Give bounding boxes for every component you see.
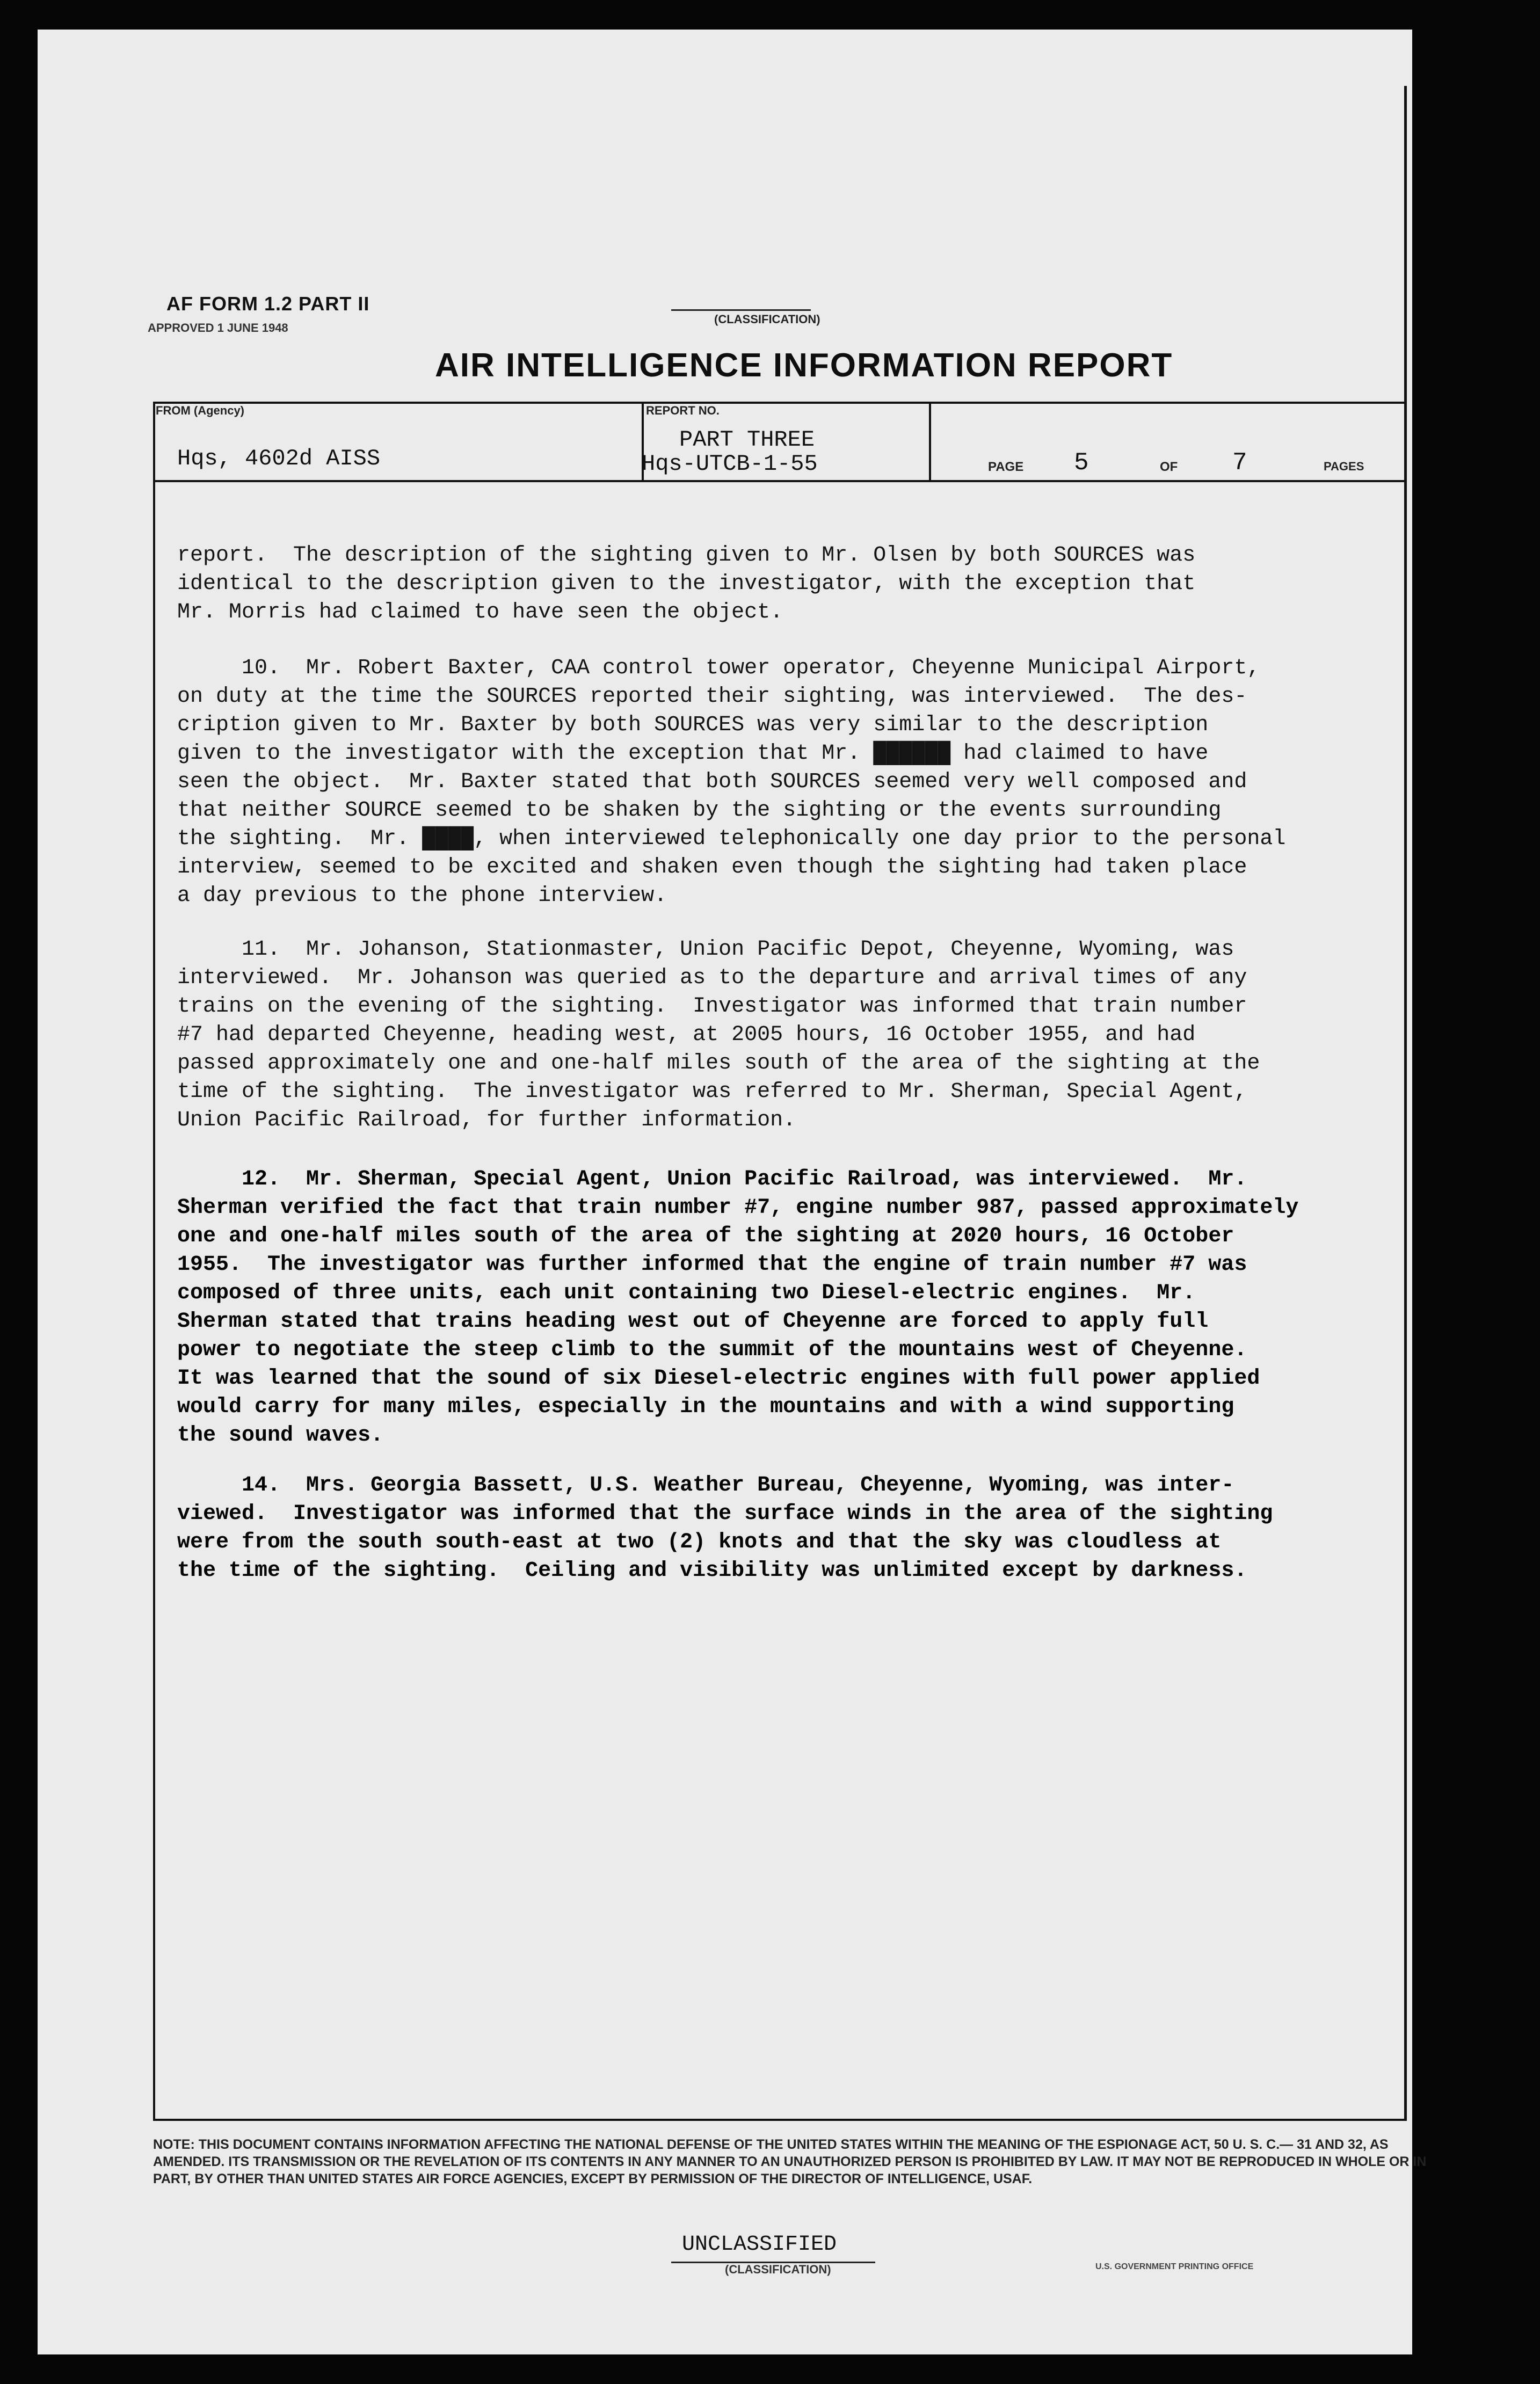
from-agency-value: Hqs, 4602d AISS bbox=[177, 446, 381, 471]
header-divider bbox=[929, 402, 931, 482]
of-label: OF bbox=[1160, 460, 1178, 474]
report-title: AIR INTELLIGENCE INFORMATION REPORT bbox=[435, 347, 1173, 384]
report-number-label: REPORT NO. bbox=[646, 404, 720, 417]
paragraph-12: 12. Mr. Sherman, Special Agent, Union Pacific Railroad, was interviewed. Mr. Sherman verified the fact that train number #7, engine number 987, passed approximately one and one-half miles south of the area of the sighting at 2020 hours, 16 October 1955. The investigator was further informed that the engine of train number #7 was composed of three units, each unit containing two Diesel-electric engines. Mr. Sherman stated that trains heading west out of Cheyenne are forced to apply full power to negotiate the steep climb to the summit of the mountains west of Cheyenne. It was learned that the sound of six Diesel-electric engines with full power applied would carry for many miles, especially in the mountains and with a wind supporting the sound waves. bbox=[177, 1167, 1299, 1448]
report-part: PART THREE bbox=[679, 427, 815, 453]
paragraph-14: 14. Mrs. Georgia Bassett, U.S. Weather Bureau, Cheyenne, Wyoming, was inter- viewed. Investigator was informed that the surface winds in the area of the sighting were from the south south-east at two (2) knots and that the sky was cloudless at the time of the sighting. Ceiling and visibility was unlimited except by darkness. bbox=[177, 1473, 1273, 1583]
printing-office-imprint: U.S. GOVERNMENT PRINTING OFFICE bbox=[1095, 2262, 1254, 2271]
espionage-act-note: NOTE: THIS DOCUMENT CONTAINS INFORMATION AFFECTING THE NATIONAL DEFENSE OF THE UNITED STATES WITHIN THE MEANING OF THE ESPIONAGE ACT, 50 U. S. C.— 31 AND 32, AS AMENDED. ITS TRANSMISSION OR THE REVELATION OF ITS CONTENTS IN ANY MANNER TO AN UNAUTHORIZED PERSON IS PROHIBITED BY LAW. IT MAY NOT BE REPRODUCED IN WHOLE OR IN PART, BY OTHER THAN UNITED STATES AIR FORCE AGENCIES, EXCEPT BY PERMISSION OF THE DIRECTOR OF INTELLIGENCE, USAF. bbox=[153, 2137, 1427, 2186]
paragraph-10: 10. Mr. Robert Baxter, CAA control tower operator, Cheyenne Municipal Airport, on duty at the time the SOURCES reported their sighting, was interviewed. The des- cription given to Mr. Baxter by both SOURCES was very similar to the description given to the investigator with the exception that Mr. ██████ had claimed to have seen the object. Mr. Baxter stated that both SOURCES seemed very well composed and that neither SOURCE seemed to be shaken by the sighting or the events surrounding the sighting. Mr. ████, when interviewed telephonically one day prior to the personal interview, seemed to be excited and shaken even though the sighting had taken place a day previous to the phone interview. bbox=[177, 656, 1286, 908]
paragraph-11: 11. Mr. Johanson, Stationmaster, Union Pacific Depot, Cheyenne, Wyoming, was interviewed. Mr. Johanson was queried as to the departure and arrival times of any trains on the evening of the sighting. Investigator was informed that train number #7 had departed Cheyenne, heading west, at 2005 hours, 16 October 1955, and had passed approximately one and one-half miles south of the area of the sighting at the time of the sighting. The investigator was referred to Mr. Sherman, Special Agent, Union Pacific Railroad, for further information. bbox=[177, 937, 1260, 1132]
classification-line-top bbox=[671, 309, 811, 311]
page-number: 5 bbox=[1074, 449, 1089, 477]
pages-label: PAGES bbox=[1324, 460, 1364, 473]
form-approval-date: APPROVED 1 JUNE 1948 bbox=[148, 321, 288, 335]
paragraph-continuation: report. The description of the sighting given to Mr. Olsen by both SOURCES was identical to the description given to the investigator, with the exception that Mr. Morris had claimed to have seen the object. bbox=[177, 543, 1196, 624]
page-total: 7 bbox=[1232, 449, 1247, 477]
from-agency-label: FROM (Agency) bbox=[156, 404, 244, 417]
classification-label-bottom: (CLASSIFICATION) bbox=[725, 2263, 831, 2276]
classification-label-top: (CLASSIFICATION) bbox=[714, 312, 820, 326]
form-identifier: AF FORM 1.2 PART II bbox=[166, 293, 370, 315]
report-number-value: Hqs-UTCB-1-55 bbox=[642, 451, 818, 477]
page-label: PAGE bbox=[988, 460, 1024, 474]
classification-value-bottom: UNCLASSIFIED bbox=[682, 2233, 837, 2257]
